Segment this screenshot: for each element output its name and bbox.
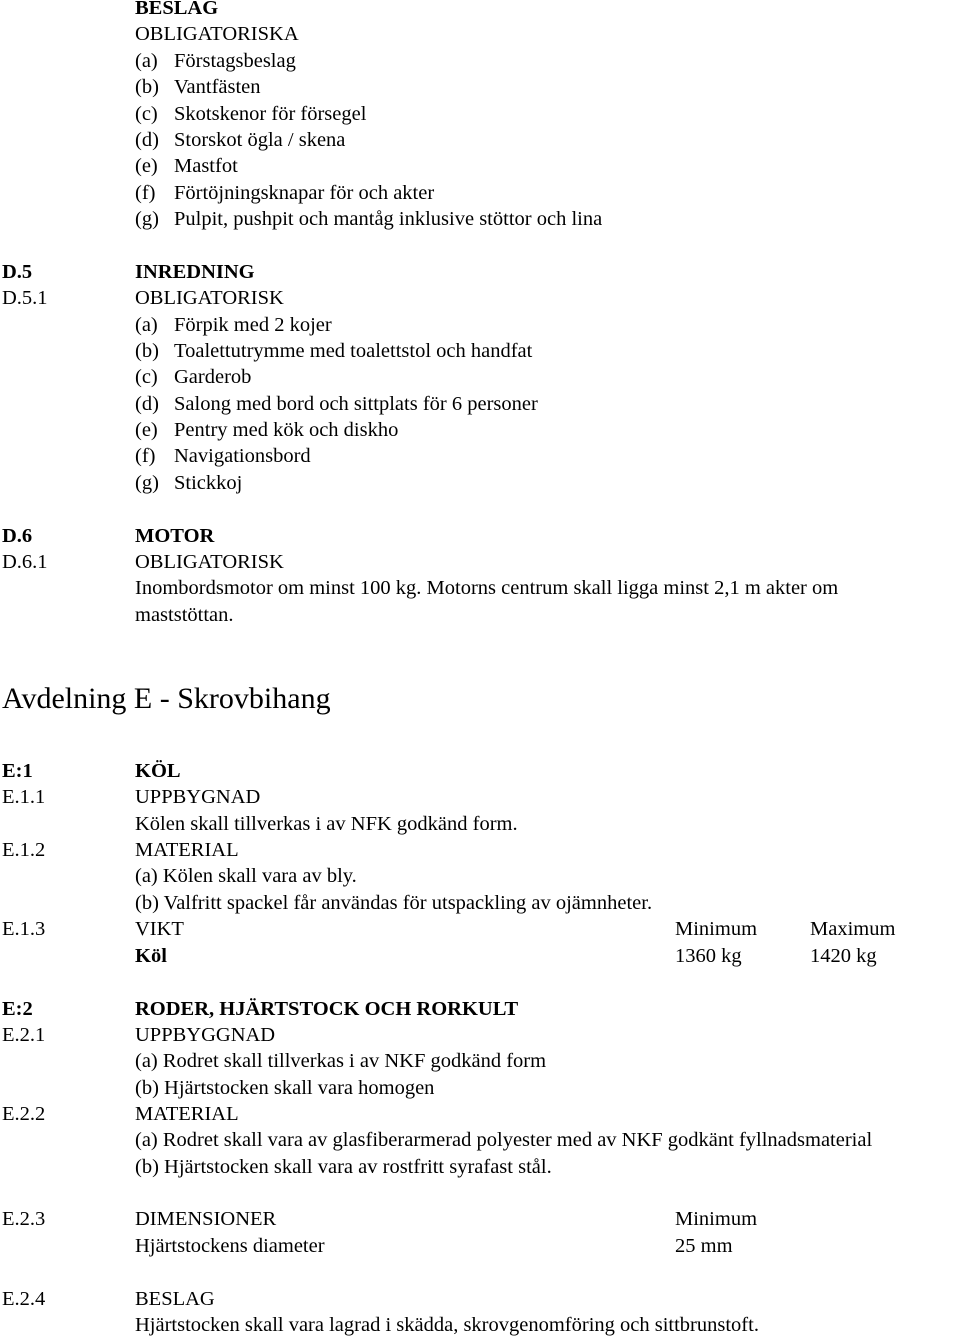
list-item: Pulpit, pushpit och mantåg inklusive stöttor och lina bbox=[174, 208, 603, 230]
subsection-label: VIKT bbox=[135, 918, 184, 940]
subsection-number: E.2.3 bbox=[2, 1208, 46, 1230]
motor-text: Inombordsmotor om minst 100 kg. Motorns centrum skall ligga minst 2,1 m akter om bbox=[135, 577, 839, 599]
weight-maximum: 1420 kg bbox=[810, 945, 877, 967]
dimension-minimum: 25 mm bbox=[675, 1235, 733, 1257]
paragraph: Hjärtstocken skall vara lagrad i skädda, skrovgenomföring och sittbrunstoft. bbox=[135, 1314, 759, 1336]
list-item-mark: (g) bbox=[135, 472, 159, 494]
dimension-row-label: Hjärtstockens diameter bbox=[135, 1235, 325, 1257]
subsection-label: MATERIAL bbox=[135, 1103, 239, 1125]
subsection-label: DIMENSIONER bbox=[135, 1208, 277, 1230]
subsection-number: E.2.2 bbox=[2, 1103, 46, 1125]
weight-minimum: 1360 kg bbox=[675, 945, 742, 967]
list-item: Förtöjningsknapar för och akter bbox=[174, 182, 435, 204]
list-item-mark: (b) bbox=[135, 340, 159, 362]
beslag-title: BESLAG bbox=[135, 0, 219, 19]
section-number: E:1 bbox=[2, 760, 33, 782]
list-item: (b) Hjärtstocken skall vara homogen bbox=[135, 1077, 435, 1099]
list-item-mark: (d) bbox=[135, 129, 159, 151]
paragraph: Kölen skall tillverkas i av NFK godkänd form. bbox=[135, 813, 518, 835]
list-item-mark: (c) bbox=[135, 366, 158, 388]
subsection-label: MATERIAL bbox=[135, 839, 239, 861]
list-item: (b) Hjärtstocken skall vara av rostfritt syrafast stål. bbox=[135, 1156, 552, 1178]
list-item: Mastfot bbox=[174, 155, 238, 177]
inredning-title: INREDNING bbox=[135, 261, 255, 283]
list-item: (a) Rodret skall tillverkas i av NKF godkänd form bbox=[135, 1050, 547, 1072]
list-item-mark: (e) bbox=[135, 155, 158, 177]
list-item-mark: (f) bbox=[135, 182, 156, 204]
subsection-number: D.5.1 bbox=[2, 287, 48, 309]
list-item-mark: (d) bbox=[135, 393, 159, 415]
list-item: Förstagsbeslag bbox=[174, 50, 296, 72]
weight-row-label: Köl bbox=[135, 945, 167, 967]
inredning-label: OBLIGATORISK bbox=[135, 287, 284, 309]
list-item-mark: (b) bbox=[135, 76, 159, 98]
roder-title: RODER, HJÄRTSTOCK OCH RORKULT bbox=[135, 998, 519, 1020]
section-heading: Avdelning E - Skrovbihang bbox=[2, 682, 331, 715]
subsection-number: E.2.1 bbox=[2, 1024, 46, 1046]
list-item: Skotskenor för försegel bbox=[174, 103, 367, 125]
minimum-header: Minimum bbox=[675, 1208, 758, 1230]
list-item-mark: (g) bbox=[135, 208, 159, 230]
list-item: Salong med bord och sittplats för 6 personer bbox=[174, 393, 538, 415]
list-item-mark: (a) bbox=[135, 50, 158, 72]
list-item: (a) Rodret skall vara av glasfiberarmerad polyester med av NKF godkänt fyllnadsmaterial bbox=[135, 1129, 873, 1151]
section-number: E:2 bbox=[2, 998, 33, 1020]
beslag-label: OBLIGATORISKA bbox=[135, 23, 299, 45]
list-item: Vantfästen bbox=[174, 76, 261, 98]
subsection-number: E.1.1 bbox=[2, 786, 46, 808]
subsection-number: E.2.4 bbox=[2, 1288, 46, 1310]
maximum-header: Maximum bbox=[810, 918, 896, 940]
list-item: Storskot ögla / skena bbox=[174, 129, 346, 151]
kol-title: KÖL bbox=[135, 760, 181, 782]
list-item: Stickkoj bbox=[174, 472, 243, 494]
motor-title: MOTOR bbox=[135, 525, 215, 547]
list-item: Förpik med 2 kojer bbox=[174, 314, 332, 336]
motor-text-continued: maststöttan. bbox=[135, 604, 234, 626]
list-item: Pentry med kök och diskho bbox=[174, 419, 399, 441]
subsection-label: UPPBYGNAD bbox=[135, 786, 261, 808]
list-item-mark: (c) bbox=[135, 103, 158, 125]
section-number: D.5 bbox=[2, 261, 33, 283]
list-item-mark: (f) bbox=[135, 445, 156, 467]
subsection-label: BESLAG bbox=[135, 1288, 215, 1310]
subsection-number: D.6.1 bbox=[2, 551, 48, 573]
motor-label: OBLIGATORISK bbox=[135, 551, 284, 573]
list-item-mark: (e) bbox=[135, 419, 158, 441]
list-item: Toalettutrymme med toalettstol och handfat bbox=[174, 340, 533, 362]
minimum-header: Minimum bbox=[675, 918, 758, 940]
list-item: Garderob bbox=[174, 366, 252, 388]
list-item: (b) Valfritt spackel får användas för utspackling av ojämnheter. bbox=[135, 892, 653, 914]
list-item-mark: (a) bbox=[135, 314, 158, 336]
section-number: D.6 bbox=[2, 525, 33, 547]
subsection-number: E.1.2 bbox=[2, 839, 46, 861]
list-item: (a) Kölen skall vara av bly. bbox=[135, 865, 357, 887]
subsection-label: UPPBYGGNAD bbox=[135, 1024, 276, 1046]
list-item: Navigationsbord bbox=[174, 445, 311, 467]
subsection-number: E.1.3 bbox=[2, 918, 46, 940]
